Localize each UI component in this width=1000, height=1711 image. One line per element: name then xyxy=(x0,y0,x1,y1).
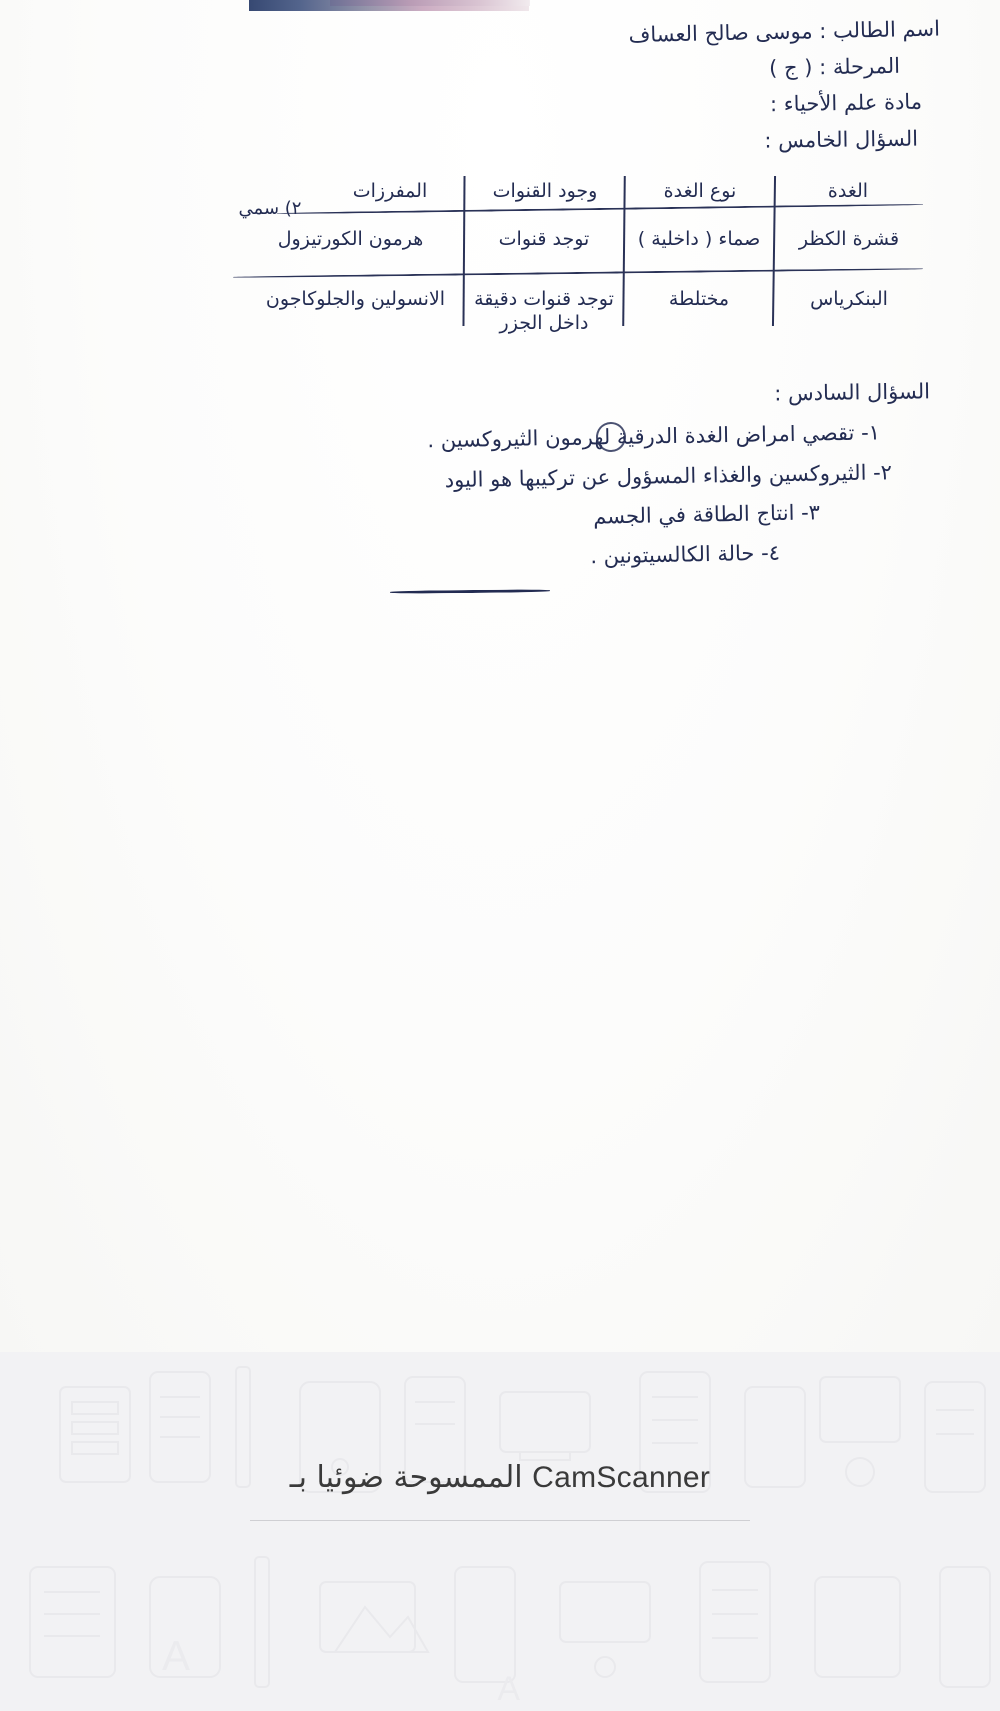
handwritten-header xyxy=(420,16,941,166)
table-row2-secretions: الانسولين والجلوكاجون xyxy=(265,288,446,310)
question-five-label: السؤال الخامس : xyxy=(764,126,919,153)
question-six-item-1: ١- تقصي امراض الغدة الدرقية لهرمون الثيروكسين . xyxy=(427,420,881,453)
table-row2-type: مختلطة xyxy=(668,288,730,310)
table-header-ducts: وجود القنوات xyxy=(492,180,598,202)
camscanner-footer xyxy=(0,1352,1000,1711)
table-row1-ducts: توجد قنوات xyxy=(498,228,590,250)
table-row2-ducts: توجد قنوات دقيقة داخل الجزر xyxy=(474,288,614,334)
table-header-gland: الغدة xyxy=(827,180,869,202)
question-six-block xyxy=(120,379,940,587)
footer-divider xyxy=(250,1520,750,1521)
footer-caption xyxy=(0,1460,1000,1495)
footer-pattern xyxy=(0,1352,1000,1711)
footer-scanned-text: الممسوحة ضوئيا بـ xyxy=(289,1460,523,1495)
question-six-item-2: ٢- الثيروكسين والغذاء المسؤول عن تركيبها هو اليود xyxy=(444,460,893,493)
stage-line: المرحلة : ( ج ) xyxy=(768,53,901,81)
subject-line: مادة علم الأحياء : xyxy=(769,89,923,117)
table-header-type: نوع الغدة xyxy=(663,180,737,202)
svg-text:A: A xyxy=(497,1670,520,1708)
camscanner-brand: CamScanner xyxy=(532,1461,711,1494)
table-row2-gland: البنكرياس xyxy=(810,288,888,310)
student-name-line: اسم الطالب : موسى صالح العساف xyxy=(628,16,941,48)
question-six-item-4: ٤- حالة الكالسيتونين . xyxy=(590,540,781,569)
svg-text:A: A xyxy=(161,1632,190,1679)
question-six-title: السؤال السادس : xyxy=(774,379,931,406)
table-header-secretions: المفرزات xyxy=(352,180,428,202)
handwritten-table xyxy=(225,176,925,366)
table-intro: ٢) سمي xyxy=(238,198,302,219)
scan-edge-strip-highlight xyxy=(330,0,530,6)
table-row1-gland: قشرة الكظر xyxy=(798,228,900,250)
table-rule-top xyxy=(277,203,923,214)
table-row1-secretions: هرمون الكورتيزول xyxy=(277,228,424,250)
table-rule-middle xyxy=(233,268,923,278)
table-row1-type: صماء ( داخلية ) xyxy=(637,228,761,250)
question-six-item-3: ٣- انتاج الطاقة في الجسم xyxy=(593,500,821,529)
